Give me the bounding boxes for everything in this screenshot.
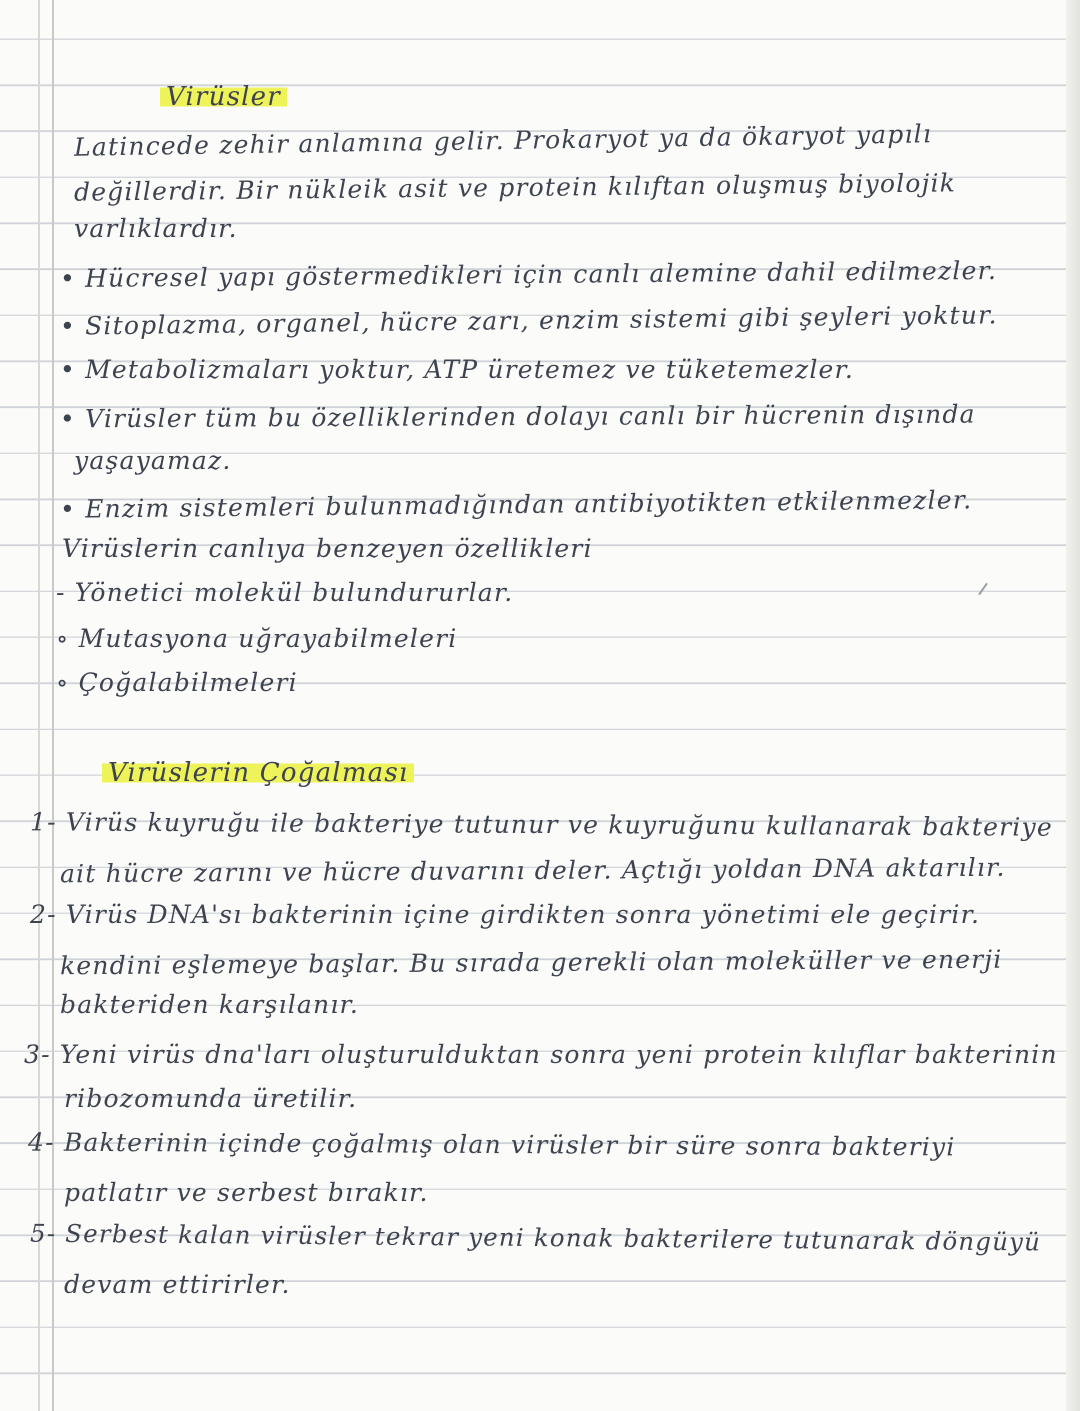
bullet-item: • Sitoplazma, organel, hücre zarı, enzim sistemi gibi şeyleri yoktur.: [59, 300, 998, 341]
intro-line: Latincede zehir anlamına gelir. Prokaryot ya da ökaryot yapılı: [73, 119, 933, 162]
step-line: kendini eşlemeye başlar. Bu sırada gerekli olan moleküller ve enerji: [59, 944, 1003, 981]
page-edge: [38, 0, 40, 1411]
margin-line: [52, 0, 54, 1411]
intro-line: değillerdir. Bir nükleik asit ve protein kılıftan oluşmuş biyolojik: [73, 168, 957, 207]
bullet-item: yaşayamaz.: [74, 446, 232, 475]
step-line: ribozomunda üretilir.: [64, 1084, 358, 1113]
bullet-item: • Hücresel yapı göstermedikleri için canlı alemine dahil edilmezler.: [59, 255, 998, 294]
intro-line: varlıklardır.: [74, 214, 238, 243]
stray-pen-mark: [978, 583, 988, 596]
step-line: 5- Serbest kalan virüsler tekrar yeni konak bakterilere tutunarak döngüyü: [29, 1218, 1042, 1257]
step-line: 2- Virüs DNA'sı bakterinin içine girdikten sonra yönetimi ele geçirir.: [30, 900, 981, 929]
similarity-item: ∘ Mutasyona uğrayabilmeleri: [56, 624, 458, 653]
similarity-item: - Yönetici molekül bulundururlar.: [56, 578, 514, 607]
bullet-item: • Metabolizmaları yoktur, ATP üretemez ve tüketemezler.: [60, 355, 855, 384]
step-line: bakteriden karşılanır.: [60, 990, 360, 1019]
heading-highlight: Virüslerin Çoğalması: [102, 758, 414, 788]
step-line: 3- Yeni virüs dna'ları oluşturulduktan sonra yeni protein kılıflar bakterinin: [24, 1040, 1058, 1069]
similarity-item: ∘ Çoğalabilmeleri: [56, 668, 298, 697]
step-line: devam ettirirler.: [64, 1270, 291, 1299]
step-line: patlatır ve serbest bırakır.: [64, 1178, 429, 1207]
step-line: 4- Bakterinin içinde çoğalmış olan virüsler bir süre sonra bakteriyi: [27, 1127, 956, 1162]
bullet-item: • Virüsler tüm bu özelliklerinden dolayı canlı bir hücrenin dışında: [59, 399, 976, 434]
bullet-item: • Enzim sistemleri bulunmadığından antibiyotikten etkilenmezler.: [59, 485, 973, 524]
step-line: ait hücre zarını ve hücre duvarını deler. Açtığı yoldan DNA aktarılır.: [59, 852, 1006, 889]
section-heading: [102, 760, 414, 786]
title-highlight: Virüsler: [160, 82, 287, 112]
step-line: 1- Virüs kuyruğu ile bakteriye tutunur ve kuyruğunu kullanarak bakteriye: [29, 807, 1053, 842]
section-subtitle: Virüslerin canlıya benzeyen özellikleri: [62, 534, 593, 563]
page-shadow: [1066, 0, 1080, 1411]
note-title: [160, 84, 287, 110]
